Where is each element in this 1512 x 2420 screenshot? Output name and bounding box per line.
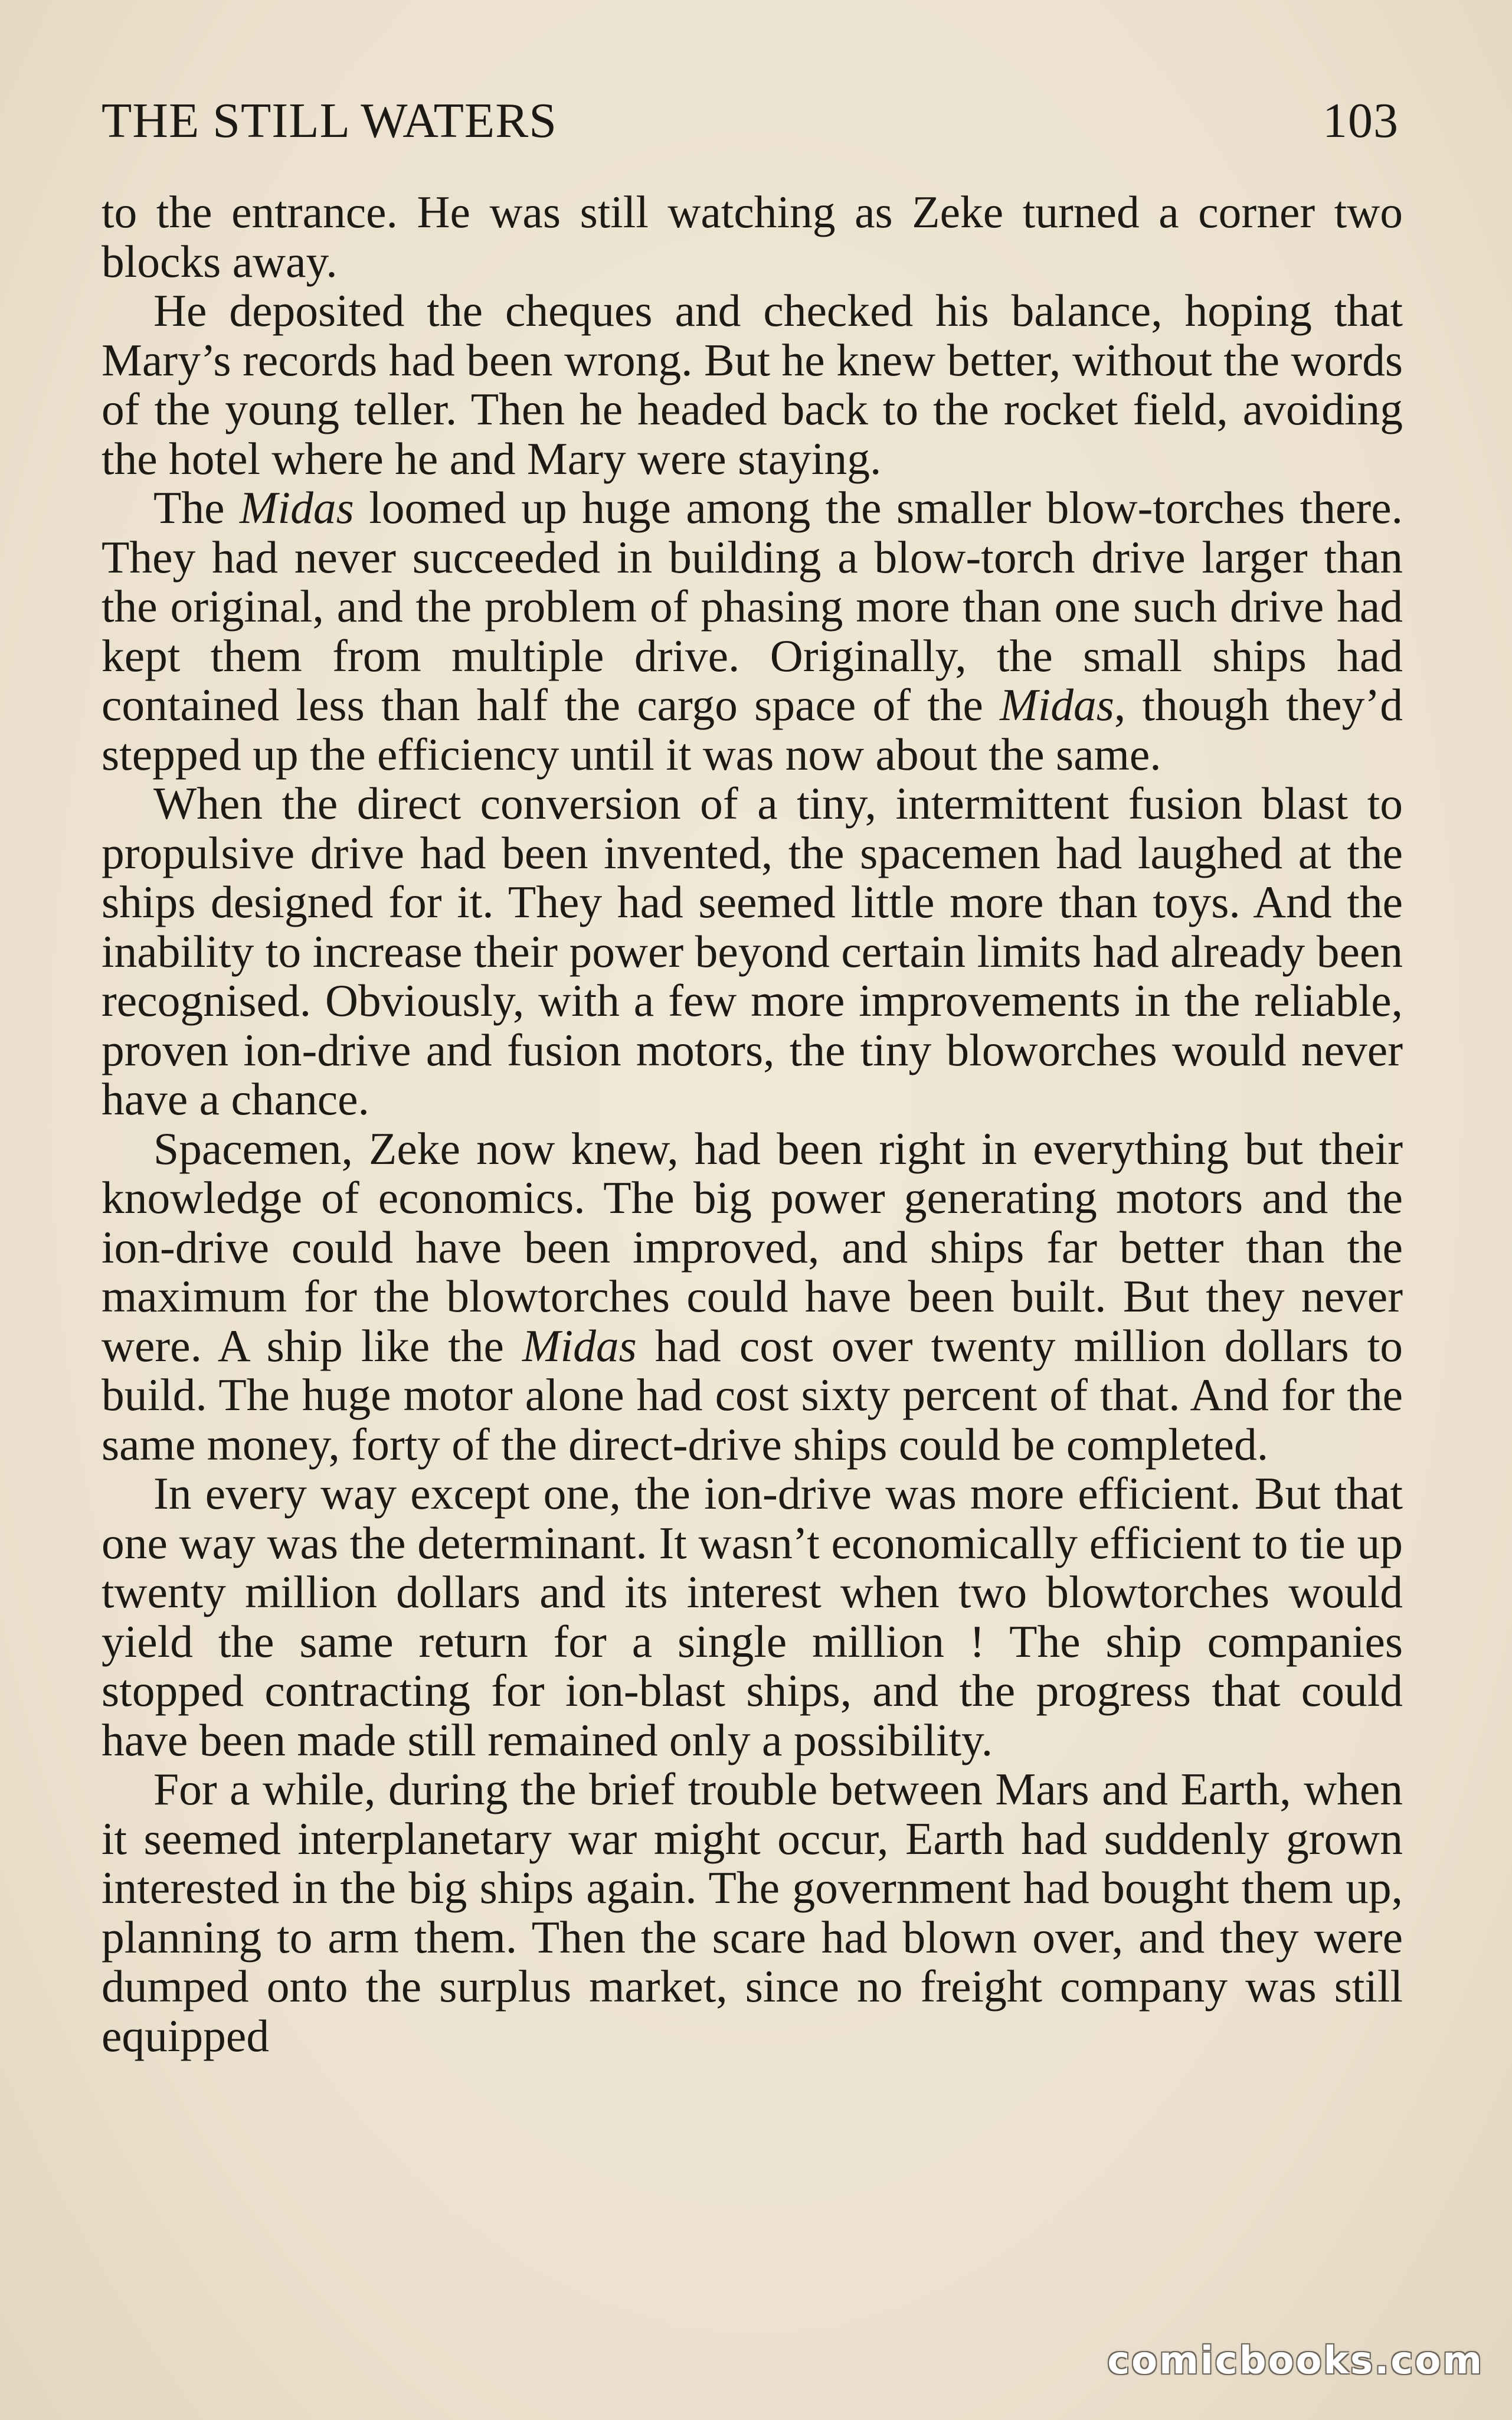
paragraph bbox=[102, 1469, 1403, 1765]
running-head bbox=[102, 89, 1399, 153]
paragraph-text: to the entrance. He was still watching as Zeke turned a corner two blocks away. bbox=[102, 187, 1403, 287]
paragraph bbox=[102, 1124, 1403, 1470]
page-number: 103 bbox=[1323, 93, 1399, 148]
paragraph-text: had cost over twenty million dollars to build. The huge motor alone had cost sixty percent of that. And for the same money, forty of the direct-drive ships could be completed. bbox=[102, 1320, 1403, 1470]
paragraph-text: Spacemen, Zeke now knew, had been right in everything but their knowledge of economics. The big power generating motors and the ion-drive could have been improved, and ships far better than the maximum for the blowtorches could have been built. But they never were. A ship like the bbox=[102, 1123, 1403, 1371]
paragraph bbox=[102, 286, 1403, 483]
paragraph-text: In every way except one, the ion-drive was more efficient. But that one way was the determinant. It wasn’t economically efficient to tie up twenty million dollars and its interest when two blowtorches would yield the same return for a single million ! The ship companies stopped contracting for ion-blast ships, and the progress that could have been made still remained only a possibility. bbox=[102, 1468, 1403, 1765]
paragraph-text: He deposited the cheques and checked his balance, hoping that Mary’s records had been wrong. But he knew better, without the words of the young teller. Then he headed back to the rocket field, avoiding the hotel where he and Mary were staying. bbox=[102, 285, 1403, 484]
paragraph-text: For a while, during the brief trouble between Mars and Earth, when it seemed interplanetary war might occur, Earth had suddenly grown interested in the big ships again. The government had bought them up, planning to arm them. Then the scare had blown over, and they were dumped onto the surplus market, since no freight company was still equipped bbox=[102, 1764, 1403, 2061]
paragraph-text: loomed up huge among the smaller blow-torches there. They had never succeeded in building a blow-torch drive larger than the original, and the problem of phasing more than one such drive had kept them from multiple drive. Originally, the small ships had contained less than half the cargo space of the bbox=[102, 482, 1403, 730]
ship-name: Midas bbox=[522, 1320, 637, 1371]
paragraph bbox=[102, 188, 1403, 286]
paragraph bbox=[102, 483, 1403, 779]
ship-name: Midas bbox=[240, 482, 354, 533]
paragraph bbox=[102, 1765, 1403, 2061]
paragraph-text: The bbox=[153, 482, 240, 533]
paragraph-text: , though they’d stepped up the efficiency until it was now about the same. bbox=[102, 679, 1403, 780]
paragraph-text: When the direct conversion of a tiny, intermittent fusion blast to propulsive drive had been invented, the spacemen had laughed at the ships designed for it. They had seemed little more than toys. And the inability to increase their power beyond certain limits had already been recognised. Obviously, with a few more improvements in the reliable, proven ion-drive and fusion motors, the tiny bloworches would never have a chance. bbox=[102, 778, 1403, 1124]
body-text bbox=[102, 188, 1403, 2061]
site-watermark: comicbooks.com bbox=[1107, 2339, 1484, 2383]
chapter-title: THE STILL WATERS bbox=[102, 93, 557, 148]
ship-name: Midas bbox=[1000, 679, 1114, 730]
paragraph bbox=[102, 779, 1403, 1124]
